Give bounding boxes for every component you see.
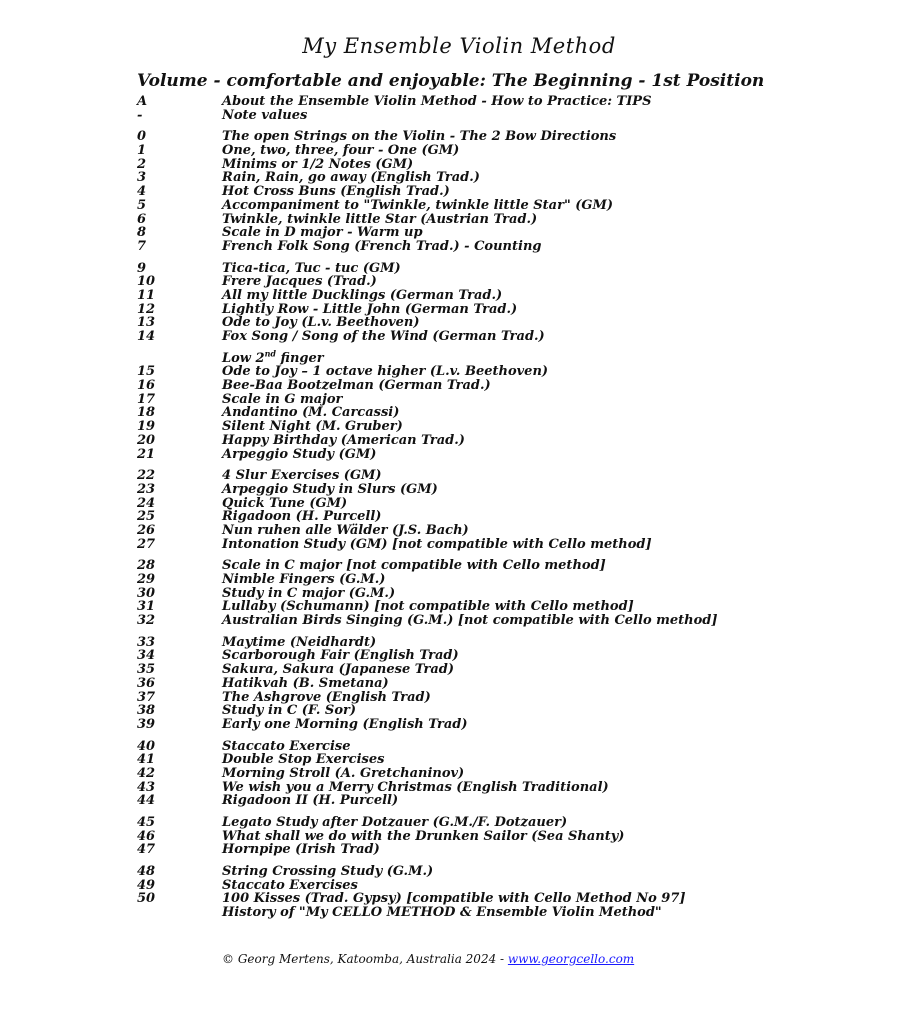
- entry-number: [137, 906, 222, 920]
- entry-title-text: Rigadoon II (H. Purcell): [222, 793, 399, 809]
- entry-number: 43: [137, 779, 156, 795]
- entry-title-text: The open Strings on the Violin - The 2 Bow Directions: [222, 129, 617, 145]
- toc-entry: [137, 559, 877, 573]
- toc-entry: [137, 740, 877, 754]
- entry-title: [222, 226, 423, 240]
- entry-number: 47: [137, 842, 156, 858]
- entry-title-text: The Ashgrove (English Trad): [222, 689, 431, 705]
- entry-number: -: [137, 107, 143, 123]
- entry-title-text: Tica-tica, Tuc - tuc (GM): [222, 260, 401, 276]
- entry-number: 3: [137, 170, 147, 186]
- toc-entry: [137, 199, 877, 213]
- entry-title-text: Morning Stroll (A. Gretchaninov): [222, 765, 465, 781]
- entry-title: [222, 289, 502, 303]
- entry-title-text: Study in C (F. Sor): [222, 703, 356, 719]
- entry-title-text: Twinkle, twinkle little Star (Austrian Trad.): [222, 211, 538, 227]
- toc-entry: [137, 879, 877, 893]
- entry-title: [222, 448, 376, 462]
- entry-number: 46: [137, 828, 156, 844]
- entry-number: 38: [137, 703, 156, 719]
- entry-title: [222, 636, 376, 650]
- toc-entry: [137, 420, 877, 434]
- entry-title: [222, 691, 431, 705]
- entry-title-text: Fox Song / Song of the Wind (German Trad.): [222, 329, 545, 344]
- entry-title-text: Sakura, Sakura (Japanese Trad): [222, 662, 454, 678]
- entry-title: [222, 303, 517, 317]
- entry-title: [222, 753, 384, 767]
- entry-number: 20: [137, 432, 156, 448]
- entry-title-text: About the Ensemble Violin Method - How to Practice: TIPS: [222, 94, 652, 109]
- toc-entry: [137, 483, 877, 497]
- entry-number: 31: [137, 599, 156, 615]
- entry-title-text: Minims or 1/2 Notes (GM): [222, 156, 414, 172]
- entry-title: [222, 865, 433, 879]
- ordinal-suffix: nd: [264, 348, 276, 359]
- entry-title-text: Ode to Joy (L.v. Beethoven): [222, 315, 420, 331]
- entry-title-text: String Crossing Study (G.M.): [222, 864, 434, 880]
- entry-number: 24: [137, 495, 156, 511]
- toc-group: [137, 469, 877, 551]
- entry-title-text: Rain, Rain, go away (English Trad.): [222, 170, 480, 186]
- entry-title-text: Scarborough Fair (English Trad): [222, 648, 459, 664]
- entry-title: [222, 663, 454, 677]
- toc-entry: [137, 843, 877, 857]
- toc-group: [137, 95, 877, 122]
- entry-title-text: Hatikvah (B. Smetana): [222, 675, 389, 691]
- entry-title-text: Happy Birthday (American Trad.): [222, 432, 465, 448]
- toc-entry: [137, 262, 877, 276]
- entry-title-text: Ode to Joy – 1 octave higher (L.v. Beethoven): [222, 364, 549, 380]
- entry-number: 41: [137, 752, 156, 768]
- entry-title: [222, 704, 356, 718]
- toc-entry: [137, 240, 877, 254]
- entry-title: [222, 600, 634, 614]
- entry-title: [222, 794, 398, 808]
- entry-title: [222, 144, 459, 158]
- entry-number: 7: [137, 238, 147, 254]
- entry-number: 19: [137, 419, 156, 435]
- entry-number: 50: [137, 891, 156, 907]
- entry-title-text: Lullaby (Schumann) [not compatible with Cello method]: [222, 599, 634, 615]
- toc-entry: [137, 289, 877, 303]
- entry-number: 49: [137, 877, 156, 893]
- entry-title: [222, 130, 616, 144]
- toc-group: [137, 262, 877, 344]
- toc-entry: [137, 906, 877, 920]
- toc-entry: [137, 365, 877, 379]
- entry-title-text: Intonation Study (GM) [not compatible with Cello method]: [222, 536, 652, 552]
- toc-entry: [137, 379, 877, 393]
- entry-title-text: Note values: [222, 107, 308, 123]
- toc-entry: [137, 316, 877, 330]
- entry-title: [222, 240, 542, 254]
- copyright-text: © Georg Mertens, Katoomba, Australia 2024 -: [222, 952, 508, 966]
- entry-title: [222, 677, 389, 691]
- entry-title-text: Scale in G major: [222, 391, 343, 407]
- entry-title-text: 4 Slur Exercises (GM): [222, 468, 382, 484]
- entry-title-text: Accompaniment to "Twinkle, twinkle little Star" (GM): [222, 197, 614, 213]
- entry-title: [222, 614, 718, 628]
- entry-number: 40: [137, 738, 156, 754]
- toc-entry: [137, 704, 877, 718]
- toc-entry: [137, 573, 877, 587]
- entry-title-text: We wish you a Merry Christmas (English Traditional): [222, 779, 609, 795]
- toc-entry: [137, 130, 877, 144]
- entry-number: 17: [137, 391, 156, 407]
- toc-entry: [137, 497, 877, 511]
- toc-group: [137, 130, 877, 253]
- entry-title: [222, 573, 385, 587]
- toc-entry: [137, 781, 877, 795]
- entry-title: [222, 906, 662, 920]
- entry-number: 28: [137, 558, 156, 574]
- entry-number: 13: [137, 315, 156, 331]
- entry-title-text: Nun ruhen alle Wälder (J.S. Bach): [222, 522, 469, 538]
- entry-title-text: Study in C major (G.M.): [222, 585, 396, 601]
- entry-title: [222, 497, 347, 511]
- entry-title: [222, 510, 381, 524]
- entry-title: [222, 316, 420, 330]
- entry-number: 29: [137, 572, 156, 587]
- entry-number: 14: [137, 329, 156, 344]
- toc-entry: [137, 510, 877, 524]
- entry-title-text: All my little Ducklings (German Trad.): [222, 287, 503, 303]
- toc-group: [137, 636, 877, 732]
- toc-entry: [137, 144, 877, 158]
- toc-entry: [137, 892, 877, 906]
- entry-number: 42: [137, 765, 156, 781]
- entry-number: 5: [137, 197, 147, 213]
- entry-number: 23: [137, 481, 156, 497]
- entry-number: 18: [137, 405, 156, 421]
- entry-number: [137, 352, 222, 366]
- entry-number: 15: [137, 364, 156, 380]
- entry-title: [222, 330, 545, 344]
- toc-entry: [137, 393, 877, 407]
- entry-number: 36: [137, 675, 156, 691]
- page-title: My Ensemble Violin Method: [302, 34, 616, 58]
- volume-subtitle: Volume - comfortable and enjoyable: The Beginning - 1st Position: [137, 71, 765, 91]
- entry-title: [222, 393, 342, 407]
- entry-number: 25: [137, 509, 156, 525]
- entry-title: [222, 109, 307, 123]
- toc-entry: [137, 109, 877, 123]
- entry-number: 11: [137, 287, 156, 303]
- entry-title: [222, 262, 401, 276]
- entry-title-text: Low 2: [222, 350, 265, 366]
- toc-entry: [137, 865, 877, 879]
- entry-number: 6: [137, 211, 147, 227]
- entry-title: [222, 649, 459, 663]
- entry-number: 21: [137, 446, 156, 462]
- toc-entry: [137, 767, 877, 781]
- entry-title-text: Frere Jacques (Trad.): [222, 274, 377, 290]
- toc-entry: [137, 614, 877, 628]
- entry-title-text: Legato Study after Dotzauer (G.M./F. Dotzauer): [222, 815, 568, 830]
- entry-title: [222, 781, 609, 795]
- website-link[interactable]: www.georgcello.com: [507, 952, 635, 966]
- entry-title-text: Andantino (M. Carcassi): [222, 405, 400, 421]
- entry-number: 34: [137, 648, 156, 664]
- entry-title: [222, 718, 468, 732]
- entry-number: 44: [137, 793, 156, 809]
- entry-title-text: Scale in C major [not compatible with Cello method]: [222, 558, 606, 574]
- entry-number: 30: [137, 585, 156, 601]
- toc-entry: [137, 816, 877, 830]
- entry-number: 35: [137, 662, 156, 678]
- entry-number: 48: [137, 864, 156, 880]
- entry-title-text: Australian Birds Singing (G.M.) [not compatible with Cello method]: [222, 613, 718, 629]
- entry-title: [222, 538, 652, 552]
- entry-number: 0: [137, 129, 147, 145]
- toc-group: [137, 816, 877, 857]
- toc-entry: [137, 663, 877, 677]
- toc-entry: [137, 691, 877, 705]
- entry-title-text: Double Stop Exercises: [222, 752, 385, 768]
- entry-number: 9: [137, 260, 147, 276]
- entry-number: 12: [137, 301, 156, 317]
- entry-title-text: Bee-Baa Bootzelman (German Trad.): [222, 378, 491, 394]
- entry-title-text: Arpeggio Study in Slurs (GM): [222, 481, 438, 497]
- entry-number: 22: [137, 468, 156, 484]
- entry-title-text: What shall we do with the Drunken Sailor (Sea Shanty): [222, 828, 625, 844]
- toc-group: [137, 740, 877, 808]
- toc-entry: [137, 830, 877, 844]
- entry-number: 32: [137, 613, 156, 629]
- entry-title-text: Hornpipe (Irish Trad): [222, 842, 380, 858]
- toc-group: [137, 559, 877, 627]
- toc-entry: [137, 303, 877, 317]
- entry-title-text: Early one Morning (English Trad): [222, 716, 468, 732]
- toc-entry: [137, 348, 877, 366]
- entry-title-text: History of "My CELLO METHOD & Ensemble Violin Method": [222, 905, 662, 921]
- entry-title: [222, 469, 382, 483]
- entry-title: [222, 483, 438, 497]
- entry-title: [222, 843, 380, 857]
- toc-entry: [137, 406, 877, 420]
- entry-title-text: Hot Cross Buns (English Trad.): [222, 184, 450, 200]
- toc-entry: [137, 330, 877, 344]
- entry-title-text: Quick Tune (GM): [222, 495, 348, 511]
- toc-entry: [137, 600, 877, 614]
- entry-title: [222, 587, 395, 601]
- entry-title-text: French Folk Song (French Trad.) - Counting: [222, 238, 542, 254]
- entry-title: [222, 740, 351, 754]
- entry-title: [222, 365, 548, 379]
- entry-title: [222, 379, 491, 393]
- entry-number: 39: [137, 716, 156, 732]
- entry-number: 2: [137, 156, 147, 172]
- entry-title-text: Scale in D major - Warm up: [222, 225, 423, 241]
- toc-entry: [137, 275, 877, 289]
- entry-title-text-after: finger: [276, 350, 324, 366]
- entry-title: [222, 816, 567, 830]
- entry-number: A: [137, 94, 148, 109]
- entry-title: [222, 830, 624, 844]
- entry-title: [222, 275, 377, 289]
- toc-entry: [137, 213, 877, 227]
- table-of-contents: [137, 95, 877, 928]
- toc-entry: [137, 469, 877, 483]
- toc-entry: [137, 158, 877, 172]
- entry-number: 1: [137, 143, 147, 159]
- entry-title: [222, 95, 651, 109]
- toc-entry: [137, 753, 877, 767]
- entry-title-text: Staccato Exercises: [222, 877, 358, 893]
- entry-title-text: Staccato Exercise: [222, 738, 351, 754]
- entry-title: [222, 420, 403, 434]
- entry-title-text: One, two, three, four - One (GM): [222, 143, 460, 159]
- toc-entry: [137, 95, 877, 109]
- entry-number: 8: [137, 225, 147, 241]
- entry-title-text: Arpeggio Study (GM): [222, 446, 377, 462]
- entry-title-text: Lightly Row - Little John (German Trad.): [222, 301, 518, 317]
- entry-number: 37: [137, 689, 156, 705]
- entry-title: [222, 199, 613, 213]
- entry-title-text: 100 Kisses (Trad. Gypsy) [compatible with Cello Method No 97]: [222, 891, 686, 907]
- entry-number: 33: [137, 634, 156, 650]
- toc-entry: [137, 538, 877, 552]
- entry-title-text: Rigadoon (H. Purcell): [222, 509, 382, 525]
- toc-entry: [137, 649, 877, 663]
- entry-title: [222, 559, 606, 573]
- entry-title: [222, 185, 450, 199]
- entry-number: 26: [137, 522, 156, 538]
- entry-title: [222, 348, 324, 366]
- entry-number: 10: [137, 274, 156, 290]
- toc-entry: [137, 185, 877, 199]
- entry-title: [222, 171, 480, 185]
- entry-number: 27: [137, 536, 156, 552]
- toc-group: [137, 865, 877, 920]
- entry-title: [222, 879, 358, 893]
- toc-entry: [137, 636, 877, 650]
- copyright-footer: [222, 952, 634, 966]
- toc-entry: [137, 587, 877, 601]
- toc-group: [137, 348, 877, 462]
- entry-title: [222, 892, 686, 906]
- entry-title-text: Silent Night (M. Gruber): [222, 419, 403, 435]
- entry-title: [222, 213, 537, 227]
- entry-number: 45: [137, 815, 156, 830]
- entry-title-text: Nimble Fingers (G.M.): [222, 572, 386, 587]
- entry-number: 16: [137, 378, 156, 394]
- toc-entry: [137, 434, 877, 448]
- toc-entry: [137, 448, 877, 462]
- toc-entry: [137, 171, 877, 185]
- toc-entry: [137, 524, 877, 538]
- toc-entry: [137, 718, 877, 732]
- entry-title: [222, 158, 413, 172]
- entry-number: 4: [137, 184, 147, 200]
- entry-title-text: Maytime (Neidhardt): [222, 634, 377, 650]
- toc-entry: [137, 226, 877, 240]
- toc-entry: [137, 794, 877, 808]
- entry-title: [222, 767, 464, 781]
- entry-title: [222, 434, 465, 448]
- entry-title: [222, 406, 399, 420]
- toc-entry: [137, 677, 877, 691]
- entry-title: [222, 524, 469, 538]
